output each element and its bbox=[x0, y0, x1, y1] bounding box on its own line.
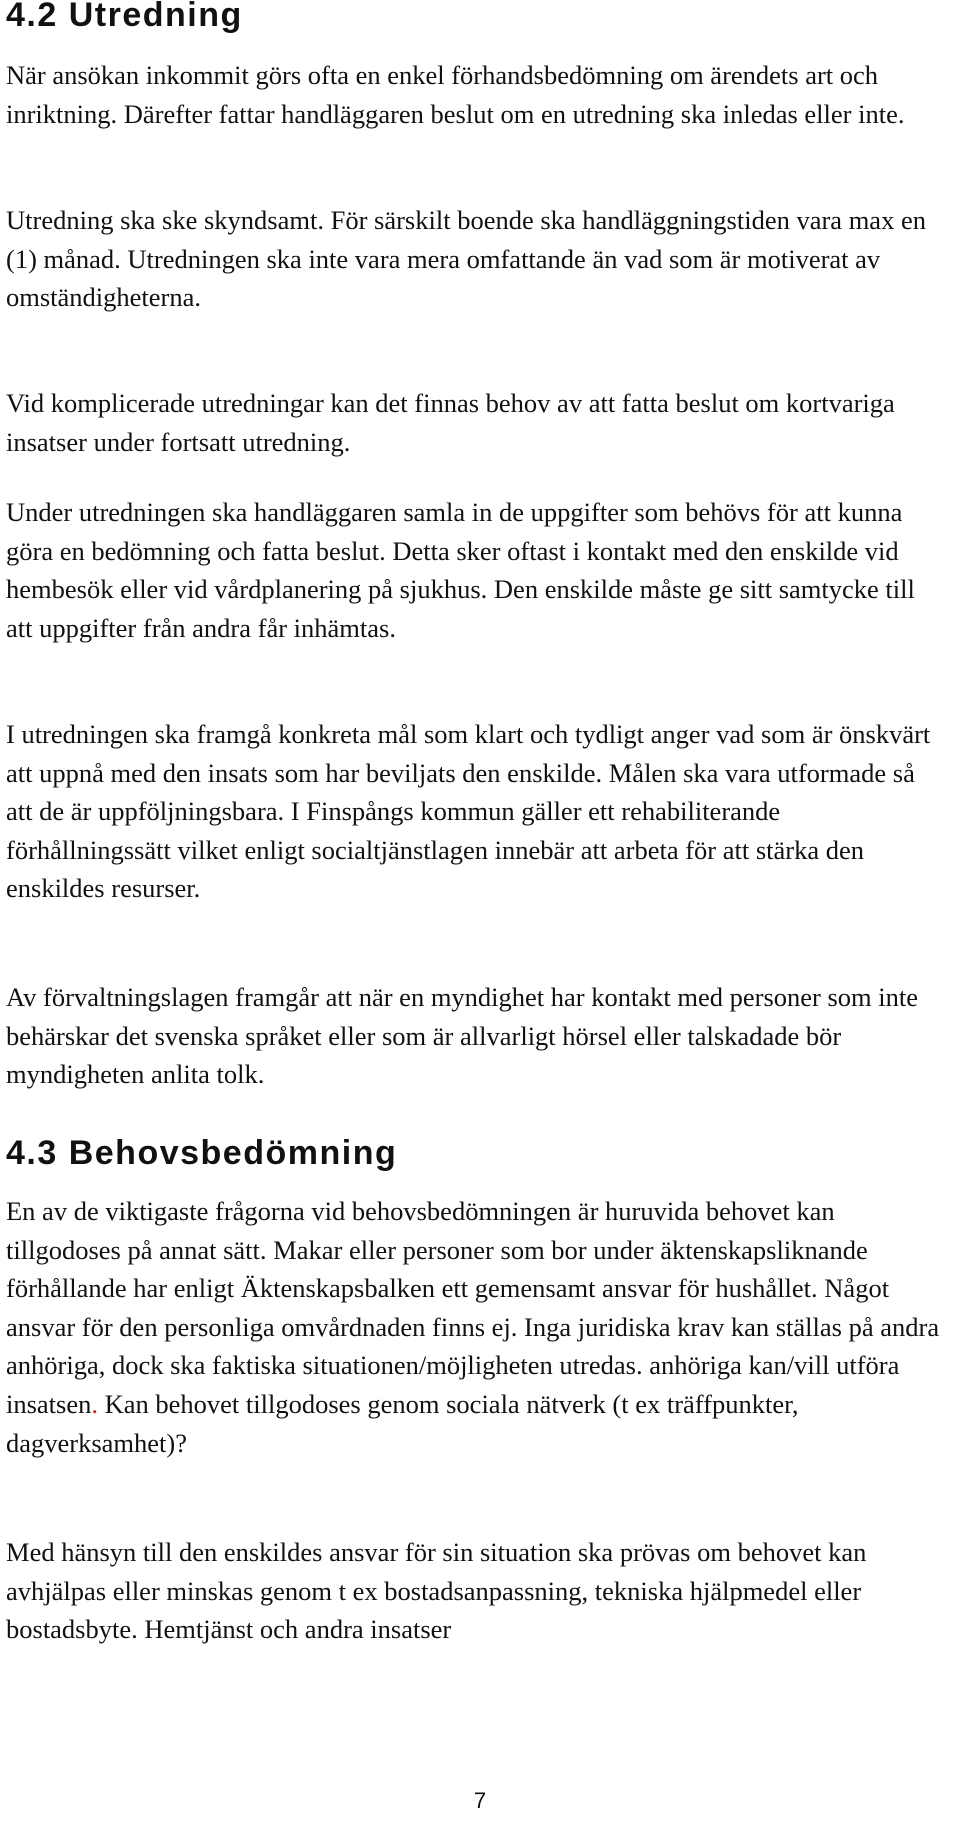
section-heading-behovsbedomning: 4.3 Behovsbedömning bbox=[6, 1134, 398, 1172]
paragraph-forhandsbedomning: När ansökan inkommit görs ofta en enkel förhandsbedömning om ärendets art och inriktning. Därefter fattar handläggaren beslut om en utredning ska inledas eller inte. bbox=[6, 60, 905, 129]
paragraph-viktigaste-fragorna bbox=[6, 1192, 946, 1462]
paragraph-komplicerade: Vid komplicerade utredningar kan det finnas behov av att fatta beslut om kortvariga insatser under fortsatt utredning. bbox=[6, 388, 895, 457]
section-heading-utredning: 4.2 Utredning bbox=[6, 0, 243, 34]
paragraph-text-part-2: Kan behovet tillgodoses genom sociala nätverk (t ex träffpunkter, dagverksamhet)? bbox=[6, 1388, 799, 1458]
paragraph-hansyn: Med hänsyn till den enskildes ansvar för sin situation ska prövas om behovet kan avhjälpas eller minskas genom t ex bostadsanpassning, tekniska hjälpmedel eller bostadsbyte. Hemtjänst och andra insatser bbox=[6, 1537, 867, 1645]
page-number: 7 bbox=[473, 1788, 487, 1813]
paragraph-skyndsamt: Utredning ska ske skyndsamt. För särskilt boende ska handläggningstiden vara max en (1) månad. Utredningen ska inte vara mera omfattande än vad som är motiverat av omständigheterna. bbox=[6, 205, 926, 313]
paragraph-mal: I utredningen ska framgå konkreta mål som klart och tydligt anger vad som är önskvärt att uppnå med den insats som har beviljats den enskilde. Målen ska vara utformade så att de är uppföljningsbara. I Finspångs kommun gäller ett rehabiliterande förhållningssätt vilket enligt socialtjänstlagen innebär att arbeta för att stärka den enskildes resurser. bbox=[6, 719, 931, 904]
red-period-mark: . bbox=[91, 1388, 98, 1419]
paragraph-text-part-1: En av de viktigaste frågorna vid behovsbedömningen är huruvida behovet kan tillgodoses på annat sätt. Makar eller personer som bor under äktenskapsliknande förhållande har enligt Äktenskapsbalken ett gemensamt ansvar för hushållet. Något ansvar för den personliga omvårdnaden finns ej. Inga juridiska krav kan ställas på andra anhöriga, dock ska faktiska situationen/möjligheten utredas. anhöriga kan/vill utföra insatsen bbox=[6, 1196, 940, 1419]
paragraph-tolk: Av förvaltningslagen framgår att när en myndighet har kontakt med personer som inte behärskar det svenska språket eller som är allvarligt hörsel eller talskadade bör myndigheten anlita tolk. bbox=[6, 982, 919, 1090]
paragraph-uppgifter: Under utredningen ska handläggaren samla in de uppgifter som behövs för att kunna göra en bedömning och fatta beslut. Detta sker oftast i kontakt med den enskilde vid hembesök eller vid vårdplanering på sjukhus. Den enskilde måste ge sitt samtycke till att uppgifter från andra får inhämtas. bbox=[6, 497, 915, 643]
